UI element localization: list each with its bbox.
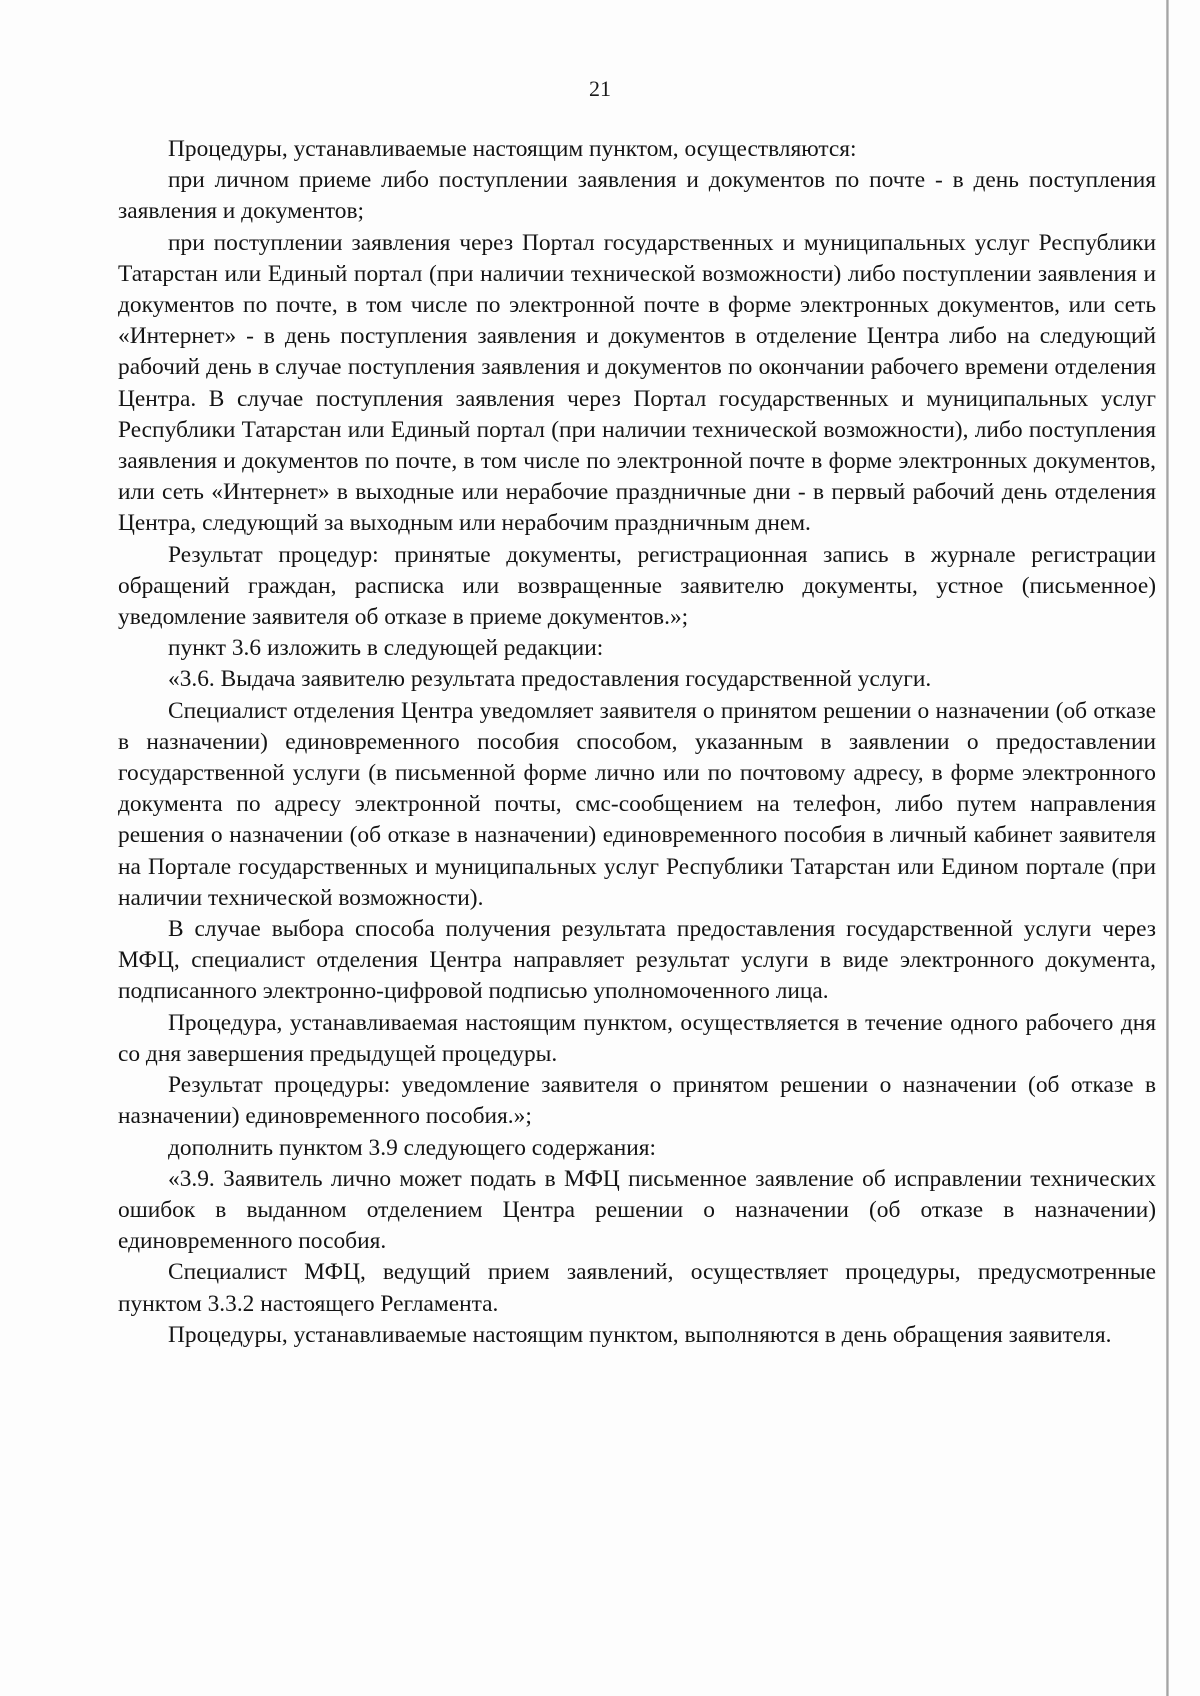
paragraph-point-3-9-intro: дополнить пунктом 3.9 следующего содержания:: [168, 1134, 656, 1161]
paragraph-procedure-result: Результат процедуры: уведомление заявителя о принятом решении о назначении (об отказе в назначении) единовременного пособия.»;: [118, 1072, 1156, 1130]
paragraph-point-3-9-text: «3.9. Заявитель лично может подать в МФЦ письменное заявление об исправлении технических ошибок в выданном отделением Центра решении о назначении (об отказе в назначении) единовременного пособия.: [118, 1165, 1156, 1255]
paragraph-point-3-6-intro: пункт 3.6 изложить в следующей редакции:: [168, 635, 604, 662]
page-number: 21: [589, 76, 611, 101]
paragraph-point-3-6-title: «3.6. Выдача заявителю результата предоставления государственной услуги.: [168, 666, 932, 693]
paragraph-specialist-notifies: Специалист отделения Центра уведомляет заявителя о принятом решении о назначении (об отказе в назначении) единовременного пособия способом, указанным в заявлении о предоставлении государственной услуги (в письменной форме лично или по почтовому адресу, в форме электронного документа по адресу электронной почты, смс-сообщением на телефон, либо путем направления решения о назначении (об отказе в назначении) единовременного пособия в личный кабинет заявителя на Портале государственных и муниципальных услуг Республики Татарстан или Едином портале (при наличии технической возможности).: [118, 697, 1156, 911]
paragraph-same-day: Процедуры, устанавливаемые настоящим пунктом, выполняются в день обращения заявителя.: [168, 1321, 1112, 1348]
paragraph-procedure-timing: Процедура, устанавливаемая настоящим пунктом, осуществляется в течение одного рабочего дня со дня завершения предыдущей процедуры.: [118, 1009, 1156, 1067]
paragraph-mfc-result: В случае выбора способа получения результата предоставления государственной услуги через МФЦ, специалист отделения Центра направляет результат услуги в виде электронного документа, подписанного электронно-цифровой подписью уполномоченного лица.: [118, 916, 1156, 1005]
document-body: [118, 134, 1156, 1351]
paragraph-personal-reception: при личном приеме либо поступлении заявления и документов по почте - в день поступления заявления и документов;: [118, 167, 1156, 225]
scan-edge-line: [1166, 0, 1169, 1696]
paragraph-procedures-result: Результат процедур: принятые документы, регистрационная запись в журнале регистрации обращений граждан, расписка или возвращенные заявителю документы, устное (письменное) уведомление заявителя об отказе в приеме документов.»;: [118, 541, 1156, 631]
paragraph-portal-submission: при поступлении заявления через Портал государственных и муниципальных услуг Республики Татарстан или Единый портал (при наличии технической возможности) либо поступлении заявления и документов по почте, в том числе по электронной почте в форме электронных документов, или сеть «Интернет» - в день поступления заявления и документов в отделение Центра либо на следующий рабочий день в случае поступления заявления и документов по окончании рабочего времени отделения Центра. В случае поступления заявления через Портал государственных и муниципальных услуг Республики Татарстан или Единый портал (при наличии технической возможности), либо поступления заявления и документов по почте, в том числе по электронной почте в форме электронных документов, или сеть «Интернет» в выходные или нерабочие праздничные дни - в первый рабочий день отделения Центра, следующий за выходным или нерабочим праздничным днем.: [118, 229, 1156, 537]
paragraph-mfc-specialist: Специалист МФЦ, ведущий прием заявлений, осуществляет процедуры, предусмотренные пунктом 3.3.2 настоящего Регламента.: [118, 1259, 1156, 1317]
paragraph-procedures-intro: Процедуры, устанавливаемые настоящим пунктом, осуществляются:: [168, 136, 857, 162]
